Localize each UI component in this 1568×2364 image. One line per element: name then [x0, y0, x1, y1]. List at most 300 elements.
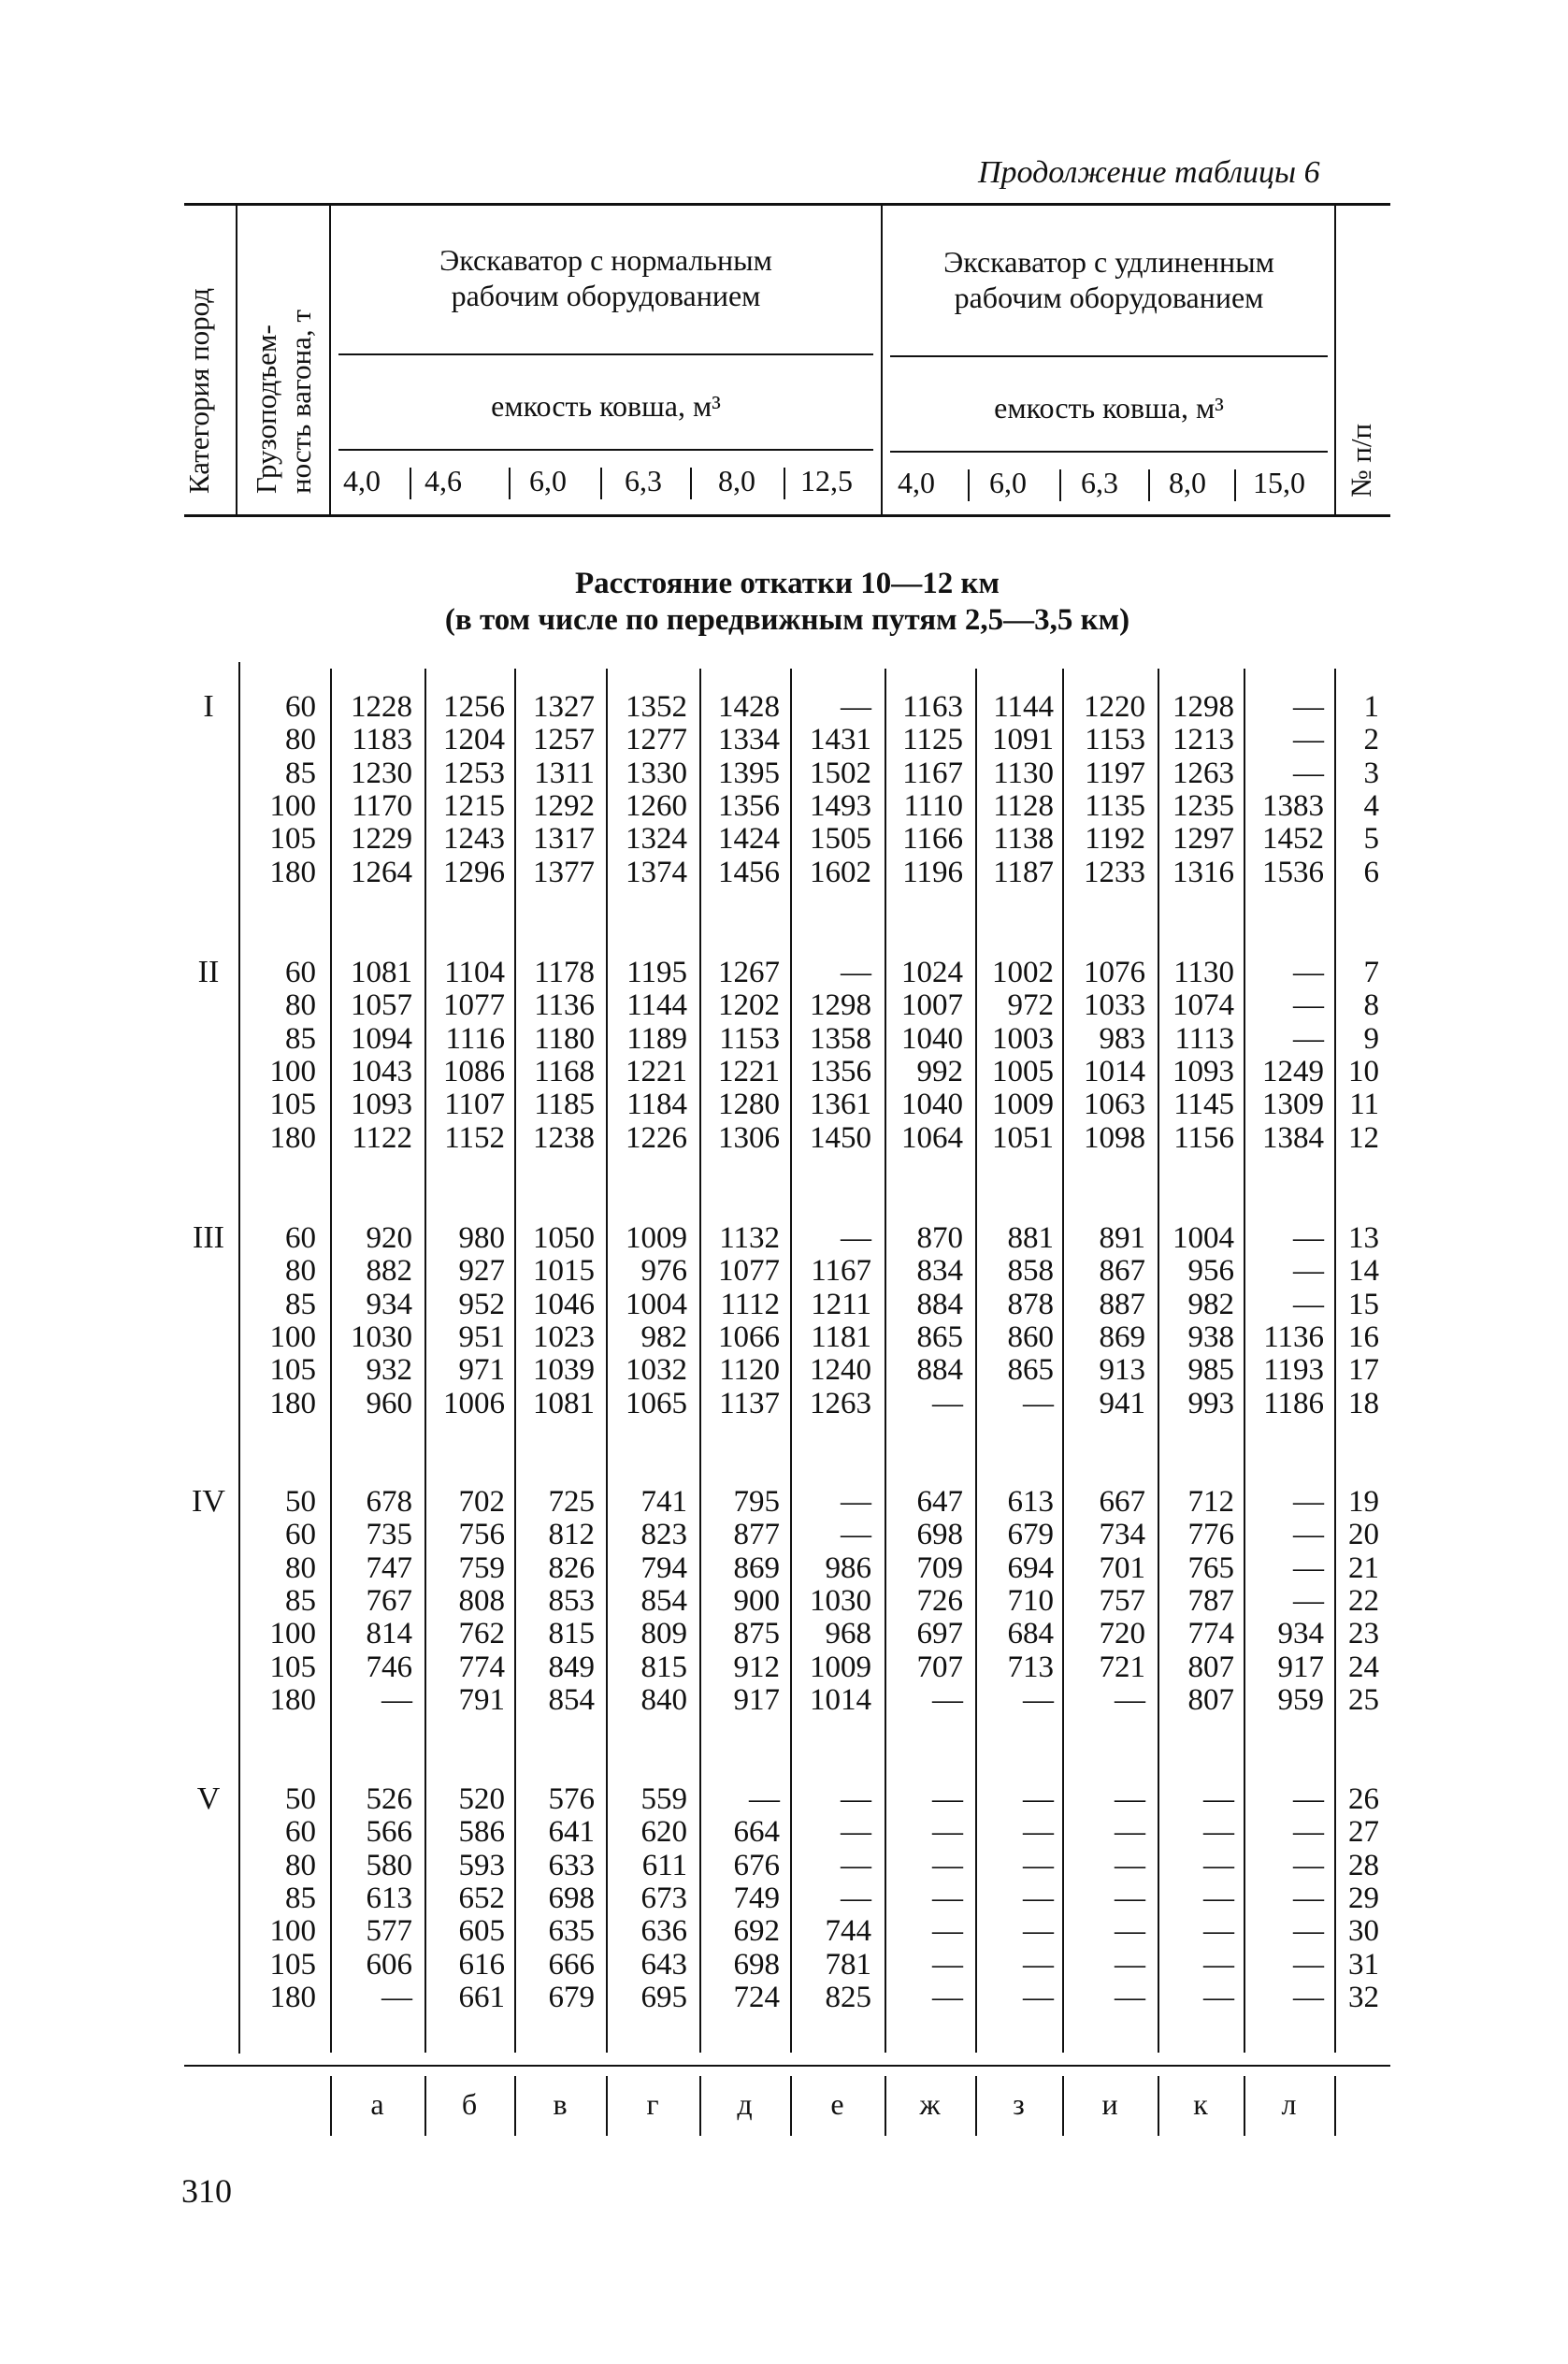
long-excavator-title: Экскаватор с удлиненным	[943, 245, 1274, 279]
table-cell: 1004	[626, 1288, 687, 1321]
table-cell: —	[1203, 1948, 1234, 1982]
row-number: 22	[1348, 1584, 1379, 1618]
table-cell: —	[932, 1881, 963, 1915]
wagon-capacity-cell: 80	[285, 723, 316, 757]
table-cell: 1186	[1263, 1387, 1324, 1420]
table-cell: 809	[640, 1617, 687, 1650]
table-cell: —	[1293, 1881, 1324, 1915]
table-cell: 1505	[810, 822, 871, 856]
table-cell: 1163	[902, 690, 963, 724]
rock-category-label: I	[203, 689, 214, 724]
table-cell: —	[1115, 1914, 1145, 1948]
column-letter: в	[553, 2087, 568, 2121]
wagon-capacity-cell: 85	[285, 1881, 316, 1915]
table-cell: 1263	[810, 1387, 871, 1420]
table-cell: 1374	[626, 856, 687, 889]
table-cell: 1358	[810, 1022, 871, 1056]
table-cell: 1327	[533, 690, 595, 724]
row-number: 29	[1348, 1881, 1379, 1915]
table-cell: —	[1293, 1288, 1324, 1321]
rock-category-label: III	[193, 1220, 224, 1255]
column-letter: з	[1013, 2087, 1025, 2121]
wagon-capacity-cell: 105	[269, 1353, 316, 1387]
wagon-capacity-cell: 80	[285, 1254, 316, 1288]
table-cell: 620	[640, 1815, 687, 1849]
header-divider	[1334, 205, 1336, 514]
table-cell: 1113	[1174, 1022, 1234, 1056]
table-cell: 647	[916, 1485, 963, 1519]
table-cell: —	[1293, 956, 1324, 989]
table-cell: 1050	[533, 1221, 595, 1255]
table-cell: 666	[548, 1948, 595, 1982]
normal-bucket-label: емкость ковша, м³	[491, 389, 721, 423]
table-cell: 1009	[992, 1088, 1054, 1121]
table-cell: 559	[640, 1782, 687, 1816]
table-cell: 707	[916, 1650, 963, 1684]
table-cell: 661	[458, 1981, 505, 2014]
table-cell: 526	[366, 1782, 412, 1816]
table-cell: 1014	[810, 1683, 871, 1717]
table-cell: 956	[1187, 1254, 1234, 1288]
table-cell: —	[841, 1221, 871, 1255]
table-cell: —	[932, 1914, 963, 1948]
table-cell: 1330	[626, 757, 687, 790]
table-cell: —	[1293, 1584, 1324, 1618]
table-cell: 1424	[718, 822, 780, 856]
wagon-capacity-cell: 80	[285, 988, 316, 1022]
row-number: 26	[1348, 1782, 1379, 1816]
wagon-capacity-cell: 100	[269, 1320, 316, 1354]
table-cell: 725	[548, 1485, 595, 1519]
row-number: 25	[1348, 1683, 1379, 1717]
table-cell: 1181	[811, 1320, 871, 1354]
table-cell: —	[932, 1849, 963, 1882]
table-cell: 1298	[1172, 690, 1234, 724]
table-cell: 1450	[810, 1121, 871, 1155]
table-cell: 1110	[903, 789, 963, 823]
row-number: 10	[1348, 1055, 1379, 1088]
table-cell: 774	[1187, 1617, 1234, 1650]
column-letter: ж	[919, 2087, 941, 2121]
table-cell: 1277	[626, 723, 687, 757]
table-cell: 891	[1099, 1221, 1145, 1255]
table-cell: 720	[1099, 1617, 1145, 1650]
table-cell: 1235	[1172, 789, 1234, 823]
table-cell: —	[841, 690, 871, 724]
table-cell: 1184	[626, 1088, 687, 1121]
header-subrule	[890, 355, 1328, 357]
table-cell: 985	[1187, 1353, 1234, 1387]
wagon-capacity-cell: 85	[285, 1584, 316, 1618]
table-cell: 1136	[1263, 1320, 1324, 1354]
table-cell: 1104	[444, 956, 505, 989]
row-number-header: № п/п	[1345, 423, 1377, 497]
table-cell: —	[841, 1518, 871, 1551]
table-cell: 1144	[626, 988, 687, 1022]
table-cell: 1003	[992, 1022, 1054, 1056]
bucket-capacity: 15,0	[1253, 466, 1305, 499]
table-cell: 1352	[626, 690, 687, 724]
wagon-capacity-cell: 100	[269, 789, 316, 823]
table-cell: 1156	[1173, 1121, 1234, 1155]
table-cell: 1002	[992, 956, 1054, 989]
table-cell: 781	[825, 1948, 871, 1982]
section-subtitle: (в том числе по передвижным путям 2,5—3,5 км)	[444, 603, 1130, 637]
table-cell: 1014	[1084, 1055, 1145, 1088]
table-cell: 1452	[1262, 822, 1324, 856]
table-cell: 867	[1099, 1254, 1145, 1288]
table-cell: 577	[366, 1914, 412, 1948]
table-cell: 713	[1007, 1650, 1054, 1684]
table-cell: 1180	[534, 1022, 595, 1056]
table-cell: 586	[458, 1815, 505, 1849]
table-cell: 927	[458, 1254, 505, 1288]
table-cell: 580	[366, 1849, 412, 1882]
unit-separator	[509, 468, 511, 499]
table-cell: 1009	[626, 1221, 687, 1255]
table-cell: 807	[1187, 1683, 1234, 1717]
table-cell: 1213	[1172, 723, 1234, 757]
table-cell: —	[1293, 1815, 1324, 1849]
table-cell: 1081	[351, 956, 412, 989]
row-number: 28	[1348, 1849, 1379, 1882]
table-cell: 840	[640, 1683, 687, 1717]
table-cell: —	[841, 1485, 871, 1519]
table-cell: 747	[366, 1551, 412, 1585]
table-cell: —	[841, 956, 871, 989]
table-cell: 1130	[1173, 956, 1234, 989]
table-cell: 1135	[1085, 789, 1145, 823]
table-cell: 1153	[719, 1022, 780, 1056]
table-cell: 971	[458, 1353, 505, 1387]
table-cell: 757	[1099, 1584, 1145, 1618]
row-number: 17	[1348, 1353, 1379, 1387]
table-cell: 823	[640, 1518, 687, 1551]
row-number: 32	[1348, 1981, 1379, 2014]
column-letter: а	[370, 2087, 384, 2121]
table-cell: 1170	[352, 789, 412, 823]
table-cell: 1311	[534, 757, 595, 790]
table-cell: 877	[733, 1518, 780, 1551]
table-cell: 1211	[811, 1288, 871, 1321]
table-cell: 1317	[533, 822, 595, 856]
row-number: 24	[1348, 1650, 1379, 1684]
table-cell: 869	[733, 1551, 780, 1585]
table-cell: 1112	[720, 1288, 780, 1321]
bucket-capacity: 6,0	[529, 464, 567, 497]
table-cell: —	[1023, 1815, 1054, 1849]
table-cell: —	[1293, 1782, 1324, 1816]
table-cell: 1137	[719, 1387, 780, 1420]
table-cell: 887	[1099, 1288, 1145, 1321]
table-cell: 673	[640, 1881, 687, 1915]
table-cell: 1167	[902, 757, 963, 790]
table-cell: —	[1023, 1849, 1054, 1882]
table-cell: 1107	[444, 1088, 505, 1121]
table-cell: —	[381, 1683, 412, 1717]
table-cell: 1132	[719, 1221, 780, 1255]
table-cell: —	[1203, 1881, 1234, 1915]
table-cell: 667	[1099, 1485, 1145, 1519]
wagon-capacity-cell: 100	[269, 1914, 316, 1948]
table-cell: 1215	[443, 789, 505, 823]
table-cell: 1144	[993, 690, 1054, 724]
table-cell: 694	[1007, 1551, 1054, 1585]
table-cell: —	[1293, 1948, 1324, 1982]
table-cell: 1240	[810, 1353, 871, 1387]
table-cell: 920	[366, 1221, 412, 1255]
table-cell: 605	[458, 1914, 505, 1948]
table-cell: 1602	[810, 856, 871, 889]
wagon-capacity-header: ность вагона, т	[284, 310, 317, 494]
table-cell: —	[932, 1948, 963, 1982]
table-cell: 1006	[443, 1387, 505, 1420]
table-cell: 881	[1007, 1221, 1054, 1255]
table-cell: 1428	[718, 690, 780, 724]
table-cell: 794	[640, 1551, 687, 1585]
table-cell: 1267	[718, 956, 780, 989]
table-cell: 695	[640, 1981, 687, 2014]
table-cell: 941	[1099, 1387, 1145, 1420]
table-cell: 1193	[1263, 1353, 1324, 1387]
table-cell: 1260	[626, 789, 687, 823]
table-cell: —	[1023, 1981, 1054, 2014]
table-cell: 854	[640, 1584, 687, 1618]
table-cell: 878	[1007, 1288, 1054, 1321]
table-cell: 641	[548, 1815, 595, 1849]
wagon-capacity-cell: 180	[269, 1683, 316, 1717]
table-cell: 678	[366, 1485, 412, 1519]
table-cell: 960	[366, 1387, 412, 1420]
table-cell: 976	[640, 1254, 687, 1288]
table-cell: —	[1115, 1782, 1145, 1816]
table-cell: 913	[1099, 1353, 1145, 1387]
table-cell: 1094	[351, 1022, 412, 1056]
table-cell: —	[1293, 1914, 1324, 1948]
table-cell: 1221	[718, 1055, 780, 1088]
row-number: 3	[1363, 757, 1379, 790]
table-cell: 697	[916, 1617, 963, 1650]
table-cell: 869	[1099, 1320, 1145, 1354]
table-cell: 858	[1007, 1254, 1054, 1288]
column-letter: б	[461, 2087, 478, 2121]
table-cell: —	[1293, 1022, 1324, 1056]
table-cell: 968	[825, 1617, 871, 1650]
table-cell: 1280	[718, 1088, 780, 1121]
wagon-capacity-cell: 180	[269, 1387, 316, 1420]
table-cell: 1039	[533, 1353, 595, 1387]
table-cell: —	[1293, 988, 1324, 1022]
table-cell: 1229	[351, 822, 412, 856]
row-number: 13	[1348, 1221, 1379, 1255]
table-cell: 1043	[351, 1055, 412, 1088]
table-cell: 1023	[533, 1320, 595, 1354]
wagon-capacity-cell: 100	[269, 1055, 316, 1088]
table-cell: 1116	[445, 1022, 505, 1056]
table-cell: 1064	[901, 1121, 963, 1155]
table-cell: 1057	[351, 988, 412, 1022]
table-cell: —	[841, 1881, 871, 1915]
table-cell: 1243	[443, 822, 505, 856]
table-cell: 854	[548, 1683, 595, 1717]
table-cell: —	[1293, 1518, 1324, 1551]
table-cell: —	[1023, 1881, 1054, 1915]
wagon-capacity-cell: 105	[269, 1948, 316, 1982]
table-cell: 679	[1007, 1518, 1054, 1551]
table-cell: 698	[548, 1881, 595, 1915]
table-cell: 865	[916, 1320, 963, 1354]
table-cell: 643	[640, 1948, 687, 1982]
column-letter: и	[1101, 2087, 1118, 2121]
row-number: 30	[1348, 1914, 1379, 1948]
wagon-capacity-cell: 60	[285, 690, 316, 724]
row-number: 8	[1363, 988, 1379, 1022]
table-cell: 576	[548, 1782, 595, 1816]
table-cell: 932	[366, 1353, 412, 1387]
wagon-capacity-cell: 60	[285, 1221, 316, 1255]
table-cell: 1383	[1262, 789, 1324, 823]
unit-separator	[784, 468, 785, 499]
section-title: Расстояние откатки 10—12 км	[574, 567, 1000, 600]
table-cell: 1033	[1084, 988, 1145, 1022]
table-cell: —	[1023, 1683, 1054, 1717]
table-cell: 1324	[626, 822, 687, 856]
bucket-capacity: 6,3	[625, 464, 662, 497]
table-cell: 1309	[1262, 1088, 1324, 1121]
long-bucket-label: емкость ковша, м³	[994, 391, 1224, 425]
wagon-capacity-cell: 80	[285, 1551, 316, 1585]
table-cell: 1024	[901, 956, 963, 989]
table-cell: 951	[458, 1320, 505, 1354]
rock-category-label: V	[196, 1781, 221, 1816]
table-cell: —	[1115, 1948, 1145, 1982]
table-cell: 1253	[443, 757, 505, 790]
table-cell: 676	[733, 1849, 780, 1882]
table-cell: 776	[1187, 1518, 1234, 1551]
table-cell: —	[1293, 1551, 1324, 1585]
table-cell: 787	[1187, 1584, 1234, 1618]
table-cell: 1195	[626, 956, 687, 989]
table-cell: 664	[733, 1815, 780, 1849]
table-cell: —	[1293, 1221, 1324, 1255]
table-cell: 1334	[718, 723, 780, 757]
table-cell: 1493	[810, 789, 871, 823]
table-cell: 1196	[902, 856, 963, 889]
table-cell: 721	[1099, 1650, 1145, 1684]
table-cell: 826	[548, 1551, 595, 1585]
table-cell: 1077	[443, 988, 505, 1022]
table-cell: 912	[733, 1650, 780, 1684]
table-cell: 744	[825, 1914, 871, 1948]
footer-rule	[184, 2065, 1390, 2067]
table-cell: 1185	[534, 1088, 595, 1121]
table-cell: —	[1023, 1948, 1054, 1982]
table-cell: 613	[1007, 1485, 1054, 1519]
table-cell: 1153	[1085, 723, 1145, 757]
wagon-capacity-cell: 100	[269, 1617, 316, 1650]
table-cell: 1384	[1262, 1121, 1324, 1155]
row-number: 20	[1348, 1518, 1379, 1551]
table-cell: 1066	[718, 1320, 780, 1354]
bucket-capacity: 4,0	[343, 464, 381, 497]
table-cell: —	[1293, 723, 1324, 757]
rock-category-label: II	[197, 955, 220, 989]
table-cell: 884	[916, 1353, 963, 1387]
table-cell: 701	[1099, 1551, 1145, 1585]
table-cell: 746	[366, 1650, 412, 1684]
row-number: 27	[1348, 1815, 1379, 1849]
long-excavator-title: рабочим оборудованием	[954, 281, 1264, 314]
table-cell: —	[1203, 1849, 1234, 1882]
wagon-capacity-cell: 80	[285, 1849, 316, 1882]
table-cell: 756	[458, 1518, 505, 1551]
wagon-capacity-cell: 50	[285, 1485, 316, 1519]
wagon-capacity-cell: 180	[269, 1121, 316, 1155]
wagon-capacity-cell: 105	[269, 822, 316, 856]
table-cell: 679	[548, 1981, 595, 2014]
row-number: 19	[1348, 1485, 1379, 1519]
table-cell: 972	[1007, 988, 1054, 1022]
row-number: 7	[1363, 956, 1379, 989]
table-cell: 808	[458, 1584, 505, 1618]
column-letter: д	[737, 2087, 753, 2121]
table-cell: 986	[825, 1551, 871, 1585]
table-cell: 1536	[1262, 856, 1324, 889]
row-number: 9	[1363, 1022, 1379, 1056]
table-cell: 1264	[351, 856, 412, 889]
table-cell: 1431	[810, 723, 871, 757]
table-cell: 1183	[352, 723, 412, 757]
table-cell: 1238	[533, 1121, 595, 1155]
header-top-rule	[184, 203, 1390, 206]
table-cell: —	[841, 1815, 871, 1849]
table-cell: 1296	[443, 856, 505, 889]
row-number: 1	[1363, 690, 1379, 724]
unit-separator	[1148, 469, 1150, 501]
letter-separator	[1334, 2076, 1336, 2136]
table-cell: —	[1293, 1849, 1324, 1882]
table-cell: —	[1115, 1683, 1145, 1717]
table-cell: 1256	[443, 690, 505, 724]
table-cell: 882	[366, 1254, 412, 1288]
table-cell: 566	[366, 1815, 412, 1849]
table-cell: 807	[1187, 1650, 1234, 1684]
table-cell: —	[1293, 1254, 1324, 1288]
table-cell: 1138	[993, 822, 1054, 856]
table-cell: 1093	[351, 1088, 412, 1121]
table-cell: 825	[825, 1981, 871, 2014]
table-cell: 865	[1007, 1353, 1054, 1387]
table-cell: 1098	[1084, 1121, 1145, 1155]
table-cell: —	[1115, 1849, 1145, 1882]
table-cell: 853	[548, 1584, 595, 1618]
table-cell: —	[1115, 1881, 1145, 1915]
table-cell: 1221	[626, 1055, 687, 1088]
table-cell: 767	[366, 1584, 412, 1618]
table-cell: 1040	[901, 1088, 963, 1121]
table-cell: 815	[640, 1650, 687, 1684]
table-cell: 712	[1187, 1485, 1234, 1519]
table-cell: 1152	[444, 1121, 505, 1155]
table-cell: 1046	[533, 1288, 595, 1321]
table-cell: 1220	[1084, 690, 1145, 724]
column-rule	[238, 662, 240, 2054]
table-cell: —	[1293, 1981, 1324, 2014]
normal-excavator-title: Экскаватор с нормальным	[439, 243, 772, 277]
table-cell: 616	[458, 1948, 505, 1982]
row-number: 4	[1363, 789, 1379, 823]
table-cell: —	[1203, 1815, 1234, 1849]
